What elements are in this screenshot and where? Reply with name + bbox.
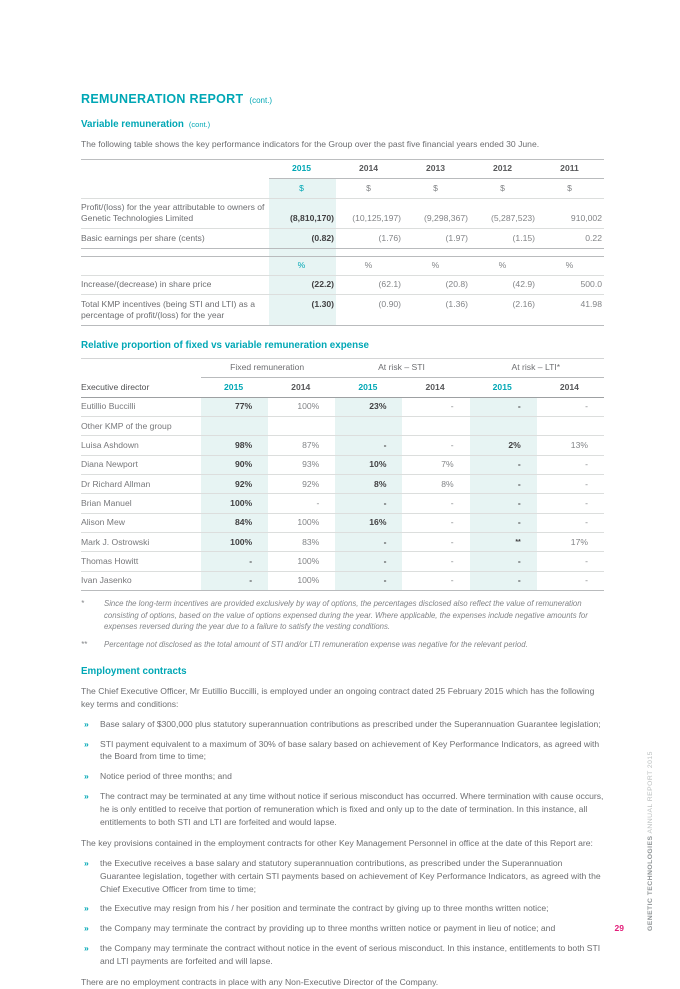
rel-value-cell: 83% [268, 533, 335, 552]
rel-value-cell: - [402, 513, 469, 532]
rel-value-cell: 100% [268, 397, 335, 416]
bullet-text: the Company may terminate the contract by providing up to three months written notice or payment in lieu of notice; and [100, 923, 556, 934]
rel-value-cell: 13% [537, 436, 604, 455]
rel-value-cell: - [537, 571, 604, 590]
bullet-text: the Executive may resign from his / her position and terminate the contract by giving up to three months written notice; [100, 903, 549, 914]
rel-value-cell: 23% [335, 397, 402, 416]
rel-value-cell: - [402, 552, 469, 571]
kpi-value-cell: (1.97) [403, 229, 470, 248]
rel-value-cell: 87% [268, 436, 335, 455]
bullet-text: The contract may be terminated at any time without notice if serious misconduct has occurred. Where termination with cause occurs, he is only entitled to receive that portion of remuneration which is fixed and only up to the date of termination. In this instance, all entitlements to both STI and LTI are forfeited and would lapse. [100, 791, 604, 827]
kpi-unit-cell: % [269, 256, 336, 275]
rel-value-cell: - [537, 475, 604, 494]
rel-value-cell: - [335, 571, 402, 590]
rel-value-cell: 90% [201, 455, 268, 474]
bullet-text: Base salary of $300,000 plus statutory superannuation contributions as prescribed under the Superannuation Guarantee legislation; [100, 718, 601, 729]
kpi-value-cell: (1.30) [269, 295, 336, 326]
rel-value-cell [201, 417, 268, 436]
kpi-value-cell: (5,287,523) [470, 198, 537, 229]
kpi-unit-cell: % [336, 256, 403, 275]
rel-value-cell: - [470, 552, 537, 571]
kpi-unit-cell: % [403, 256, 470, 275]
rel-row-name: Brian Manuel [81, 494, 201, 513]
rel-row-name: Other KMP of the group [81, 417, 201, 436]
footnote [81, 639, 604, 651]
rel-value-cell: - [201, 552, 268, 571]
footnote [81, 598, 604, 633]
rel-value-cell: - [470, 475, 537, 494]
kpi-spacer-cell [470, 248, 537, 256]
rel-data-row [81, 475, 604, 494]
rel-value-cell: 10% [335, 455, 402, 474]
footnote-marker: ** [81, 640, 88, 650]
rel-value-cell: - [470, 513, 537, 532]
side-report-name: ANNUAL REPORT 2015 [647, 751, 654, 834]
rel-row-name: Thomas Howitt [81, 552, 201, 571]
variable-remuneration-heading: Variable remuneration [81, 119, 184, 130]
rel-value-cell: 2% [470, 436, 537, 455]
kpi-data-row [81, 229, 604, 248]
bullet-text: the Executive receives a base salary and statutory superannuation contributions, as prescribed under the Superannuation Guarantee legislation, together with certain STI payments based on achievement of Key Performance Indicators, as agreed with the Chief Executive Officer from time to time; [100, 857, 601, 894]
bullet-text: Notice period of three months; and [100, 771, 232, 782]
footnote-text: Percentage not disclosed as the total amount of STI and/or LTI remuneration expense was negative for the relevant period. [104, 640, 528, 650]
side-margin-text [647, 751, 654, 931]
kpi-data-row [81, 198, 604, 229]
rel-label-cell [81, 358, 201, 377]
kpi-label-cell [81, 256, 269, 275]
relative-proportion-heading-row [81, 340, 604, 351]
footnote-text: Since the long-term incentives are provided exclusively by way of options, the percentages disclosed also reflect the value of remuneration consisting of options, based on the value of options expensed during the year. Where applicable, the expenses include negative amounts for expenses reversed during the year due to a failure to satisfy the vesting conditions. [104, 599, 588, 632]
kpi-value-cell: 910,002 [537, 198, 604, 229]
kpi-unit-cell: $ [403, 179, 470, 198]
report-title-row [81, 92, 604, 106]
report-title-cont: (cont.) [249, 96, 273, 105]
rel-year-header: 2015 [201, 378, 268, 397]
kpi-unit-cell: $ [470, 179, 537, 198]
kpi-unit-cell: % [537, 256, 604, 275]
kpi-intro-paragraph: The following table shows the key performance indicators for the Group over the past five financial years ended 30 June. [81, 139, 540, 149]
rel-value-cell: - [268, 494, 335, 513]
rel-year-header: 2014 [537, 378, 604, 397]
bullet-marker: » [84, 943, 89, 954]
kpi-years-row [81, 159, 604, 178]
kpi-table [81, 159, 604, 326]
rel-row-name: Dr Richard Allman [81, 475, 201, 494]
bullet-item [81, 718, 604, 731]
ceo-contract-bullet-list [81, 718, 604, 829]
rel-row-name: Alison Mew [81, 513, 201, 532]
rel-value-cell [268, 417, 335, 436]
rel-value-cell: 100% [268, 571, 335, 590]
kpi-year-header: 2015 [269, 159, 336, 178]
kpi-value-cell: (9,298,367) [403, 198, 470, 229]
kpi-spacer-cell [336, 248, 403, 256]
kpi-spacer-cell [537, 248, 604, 256]
kpi-year-header: 2011 [537, 159, 604, 178]
rel-year-header: 2014 [402, 378, 469, 397]
rel-value-cell [335, 417, 402, 436]
rel-value-cell: 8% [335, 475, 402, 494]
rel-value-cell: ** [470, 533, 537, 552]
rel-section-row [81, 417, 604, 436]
rel-row-name: Luisa Ashdown [81, 436, 201, 455]
kpi-row-label: Profit/(loss) for the year attributable to owners of Genetic Technologies Limited [81, 198, 269, 229]
ceo-contract-paragraph: The Chief Executive Officer, Mr Eutillio Buccilli, is employed under an ongoing contract dated 25 February 2015 which has the following key terms and conditions: [81, 685, 595, 709]
rel-row-name: Diana Newport [81, 455, 201, 474]
kpi-spacer-cell [403, 248, 470, 256]
kpi-label-cell [81, 159, 269, 178]
rel-data-row [81, 533, 604, 552]
side-company-name: GENETIC TECHNOLOGIES [647, 835, 654, 931]
rel-value-cell: - [335, 533, 402, 552]
rel-row-name: Eutillio Buccilli [81, 397, 201, 416]
rel-value-cell: - [537, 552, 604, 571]
rel-value-cell: - [470, 494, 537, 513]
rel-value-cell: - [402, 397, 469, 416]
rel-value-cell: 17% [537, 533, 604, 552]
rel-value-cell: - [335, 494, 402, 513]
kpi-percent-unit-row [81, 256, 604, 275]
rel-data-row [81, 494, 604, 513]
rel-value-cell: 93% [268, 455, 335, 474]
bullet-item [81, 790, 604, 829]
rel-value-cell: - [470, 397, 537, 416]
rel-value-cell [402, 417, 469, 436]
kmp-provisions-paragraph: The key provisions contained in the employment contracts for other Key Management Personnel in office at the date of this Report are: [81, 837, 593, 848]
rel-value-cell: 92% [268, 475, 335, 494]
rel-group-header-row [81, 358, 604, 377]
bullet-marker: » [84, 738, 89, 749]
bullet-marker: » [84, 718, 89, 729]
bullet-marker: » [84, 857, 89, 868]
footnote-marker: * [81, 599, 85, 609]
rel-group-header: At risk – STI [335, 358, 469, 377]
rel-value-cell: - [537, 494, 604, 513]
rel-value-cell: - [537, 455, 604, 474]
rel-row-name: Ivan Jasenko [81, 571, 201, 590]
bullet-text: STI payment equivalent to a maximum of 30% of base salary based on achievement of Key Performance Indicators, as agreed with the Board from time to time; [100, 738, 600, 762]
rel-value-cell [537, 417, 604, 436]
rel-value-cell: - [335, 436, 402, 455]
kpi-value-cell: (1.36) [403, 295, 470, 326]
bullet-item [81, 857, 604, 896]
kpi-value-cell: (10,125,197) [336, 198, 403, 229]
kpi-spacer-row [81, 248, 604, 256]
rel-value-cell: 100% [201, 494, 268, 513]
rel-data-row [81, 513, 604, 532]
kpi-spacer-cell [269, 248, 336, 256]
kpi-spacer-cell [81, 248, 269, 256]
bullet-marker: » [84, 923, 89, 934]
kpi-row-label: Basic earnings per share (cents) [81, 229, 269, 248]
rel-value-cell [470, 417, 537, 436]
kpi-value-cell: (20.8) [403, 275, 470, 294]
rel-value-cell: 92% [201, 475, 268, 494]
variable-remuneration-heading-cont: (cont.) [188, 120, 211, 129]
bullet-item [81, 770, 604, 783]
rel-value-cell: 8% [402, 475, 469, 494]
rel-value-cell: 84% [201, 513, 268, 532]
rel-year-header: 2015 [335, 378, 402, 397]
rel-year-row [81, 378, 604, 397]
kmp-provisions-bullet-list [81, 857, 604, 968]
non-executive-paragraph: There are no employment contracts in place with any Non-Executive Director of the Company. [81, 977, 439, 987]
bullet-text: the Company may terminate the contract without notice in the event of serious misconduct. In this instance, entitlements to both STI and LTI payments are forfeited and will lapse. [100, 943, 601, 967]
relative-proportion-heading: Relative proportion of fixed vs variable remuneration expense [81, 339, 370, 351]
rel-value-cell: 100% [201, 533, 268, 552]
rel-row-name: Mark J. Ostrowski [81, 533, 201, 552]
rel-value-cell: - [470, 455, 537, 474]
rel-data-row [81, 552, 604, 571]
rel-value-cell: - [402, 436, 469, 455]
employment-contracts-heading: Employment contracts [81, 665, 187, 677]
kpi-unit-cell: $ [537, 179, 604, 198]
kpi-year-header: 2013 [403, 159, 470, 178]
rel-value-cell: - [402, 494, 469, 513]
rel-data-row [81, 571, 604, 590]
footnotes [81, 598, 604, 651]
report-title: REMUNERATION REPORT [81, 92, 244, 106]
variable-remuneration-heading-row [81, 119, 604, 130]
kpi-label-cell [81, 179, 269, 198]
rel-group-header: Fixed remuneration [201, 358, 335, 377]
kpi-value-cell: (2.16) [470, 295, 537, 326]
rel-value-cell: 7% [402, 455, 469, 474]
rel-value-cell: - [402, 533, 469, 552]
kpi-value-cell: (1.76) [336, 229, 403, 248]
rel-value-cell: 77% [201, 397, 268, 416]
rel-value-cell: - [470, 571, 537, 590]
bullet-item [81, 942, 604, 968]
rel-value-cell: 16% [335, 513, 402, 532]
report-page-content [81, 92, 604, 989]
kpi-row-label: Increase/(decrease) in share price [81, 275, 269, 294]
kpi-unit-cell: % [470, 256, 537, 275]
rel-year-header: 2015 [470, 378, 537, 397]
rel-col-label: Executive director [81, 378, 201, 397]
rel-value-cell: 100% [268, 552, 335, 571]
kpi-value-cell: (1.15) [470, 229, 537, 248]
kpi-year-header: 2012 [470, 159, 537, 178]
rel-value-cell: 100% [268, 513, 335, 532]
kpi-year-header: 2014 [336, 159, 403, 178]
bullet-item [81, 922, 604, 935]
rel-value-cell: - [537, 513, 604, 532]
relative-proportion-table [81, 358, 604, 591]
rel-data-row [81, 455, 604, 474]
kpi-value-cell: 41.98 [537, 295, 604, 326]
rel-value-cell: - [537, 397, 604, 416]
kpi-unit-cell: $ [336, 179, 403, 198]
rel-year-header: 2014 [268, 378, 335, 397]
bullet-item [81, 738, 604, 764]
rel-group-header: At risk – LTI* [470, 358, 604, 377]
rel-value-cell: 98% [201, 436, 268, 455]
rel-value-cell: - [201, 571, 268, 590]
kpi-value-cell: 500.0 [537, 275, 604, 294]
kpi-value-cell: (8,810,170) [269, 198, 336, 229]
kpi-row-label: Total KMP incentives (being STI and LTI) as a percentage of profit/(loss) for the year [81, 295, 269, 326]
bullet-marker: » [84, 771, 89, 782]
kpi-value-cell: (0.82) [269, 229, 336, 248]
bullet-marker: » [84, 791, 89, 802]
rel-value-cell: - [335, 552, 402, 571]
kpi-unit-cell: $ [269, 179, 336, 198]
kpi-value-cell: (22.2) [269, 275, 336, 294]
kpi-data-row [81, 275, 604, 294]
bullet-marker: » [84, 903, 89, 914]
bullet-item [81, 902, 604, 915]
rel-data-row [81, 436, 604, 455]
page-number: 29 [614, 923, 624, 933]
rel-value-cell: - [402, 571, 469, 590]
kpi-value-cell: 0.22 [537, 229, 604, 248]
kpi-value-cell: (42.9) [470, 275, 537, 294]
kpi-data-row [81, 295, 604, 326]
kpi-value-cell: (0.90) [336, 295, 403, 326]
rel-data-row [81, 397, 604, 416]
kpi-value-cell: (62.1) [336, 275, 403, 294]
kpi-dollar-unit-row [81, 179, 604, 198]
